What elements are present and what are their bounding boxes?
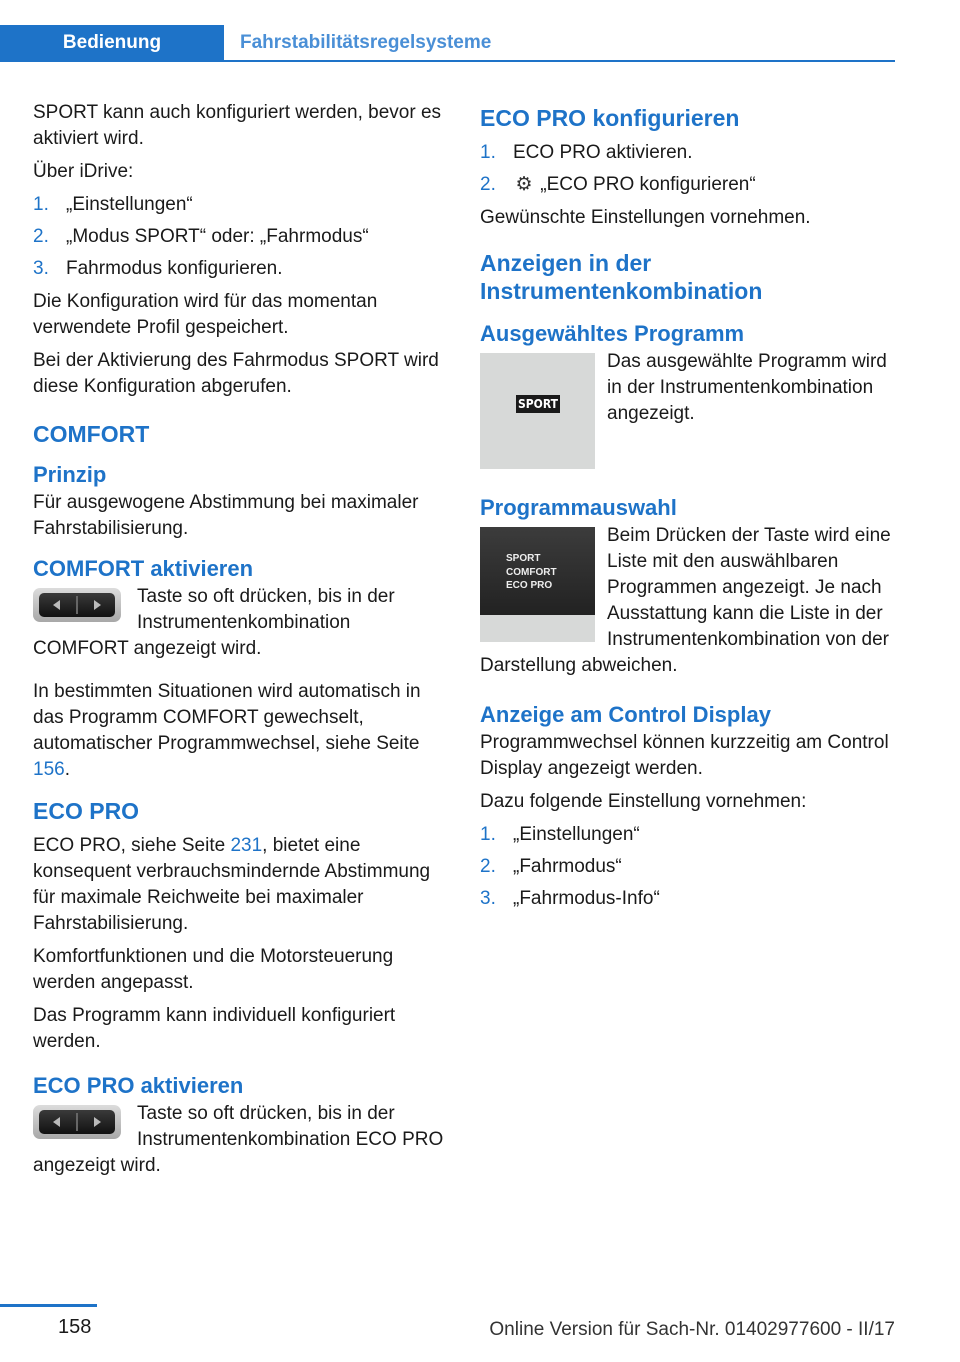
paragraph-comfort-aktivieren: Taste so oft drücken, bis in der Instrumentenkombination COMFORT angezeigt wird. <box>33 586 395 659</box>
program-line-comfort: COMFORT <box>506 567 557 578</box>
paragraph-aktivierung: Bei der Aktivierung des Fahrmodus SPORT wird diese Konfiguration abgerufen. <box>33 350 439 397</box>
ausgewaehlt-block <box>480 349 895 477</box>
program-line-sport: SPORT <box>506 553 541 564</box>
arrow-left-icon <box>53 1117 60 1127</box>
list-item: 1. ECO PRO aktivieren. <box>480 142 693 163</box>
eco-aktivieren-block <box>33 1101 445 1186</box>
paragraph-sport-konfig: SPORT kann auch konfiguriert werden, bevor es aktiviert wird. <box>33 102 442 149</box>
gear-icon: ⚙ <box>515 174 533 195</box>
idrive-steps-list <box>33 192 445 282</box>
paragraph-profil: Die Konfiguration wird für das momentan verwendete Profil gespeichert. <box>33 291 378 338</box>
left-column <box>33 100 445 1186</box>
page-link-231[interactable]: 231 <box>230 835 263 856</box>
heading-ausgewaehltes-programm: Ausgewähltes Programm <box>480 321 745 346</box>
list-item: 3. Fahrmodus konfigurieren. <box>33 258 283 279</box>
program-list-display-image <box>480 527 595 642</box>
list-item: 3. „Fahrmodus-Info“ <box>480 888 660 909</box>
drive-mode-button-image <box>33 588 121 622</box>
paragraph-auto-wechsel: In bestimmten Situationen wird automatisch in das Programm COMFORT gewechselt, automatischer Programmwechsel, siehe Seite 156. <box>33 681 421 780</box>
paragraph-eco-pro: ECO PRO, siehe Seite 231, bietet eine konsequent verbrauchsmindernde Abstimmung für maximale Reichweite bei maximaler Fahrstabilisierung. <box>33 835 431 934</box>
eco-konfig-steps-list <box>480 140 895 198</box>
heading-anzeigen: Anzeigen in der Instrumentenkombination <box>480 250 763 304</box>
arrow-left-icon <box>53 600 60 610</box>
heading-comfort-aktivieren: COMFORT aktivieren <box>33 556 254 581</box>
paragraph-individuell: Das Programm kann individuell konfiguriert werden. <box>33 1005 396 1052</box>
heading-eco-pro-konfigurieren: ECO PRO konfigurieren <box>480 105 740 131</box>
paragraph-control-display: Programmwechsel können kurzzeitig am Control Display angezeigt werden. <box>480 732 889 779</box>
arrow-right-icon <box>94 1117 101 1127</box>
paragraph-dazu: Dazu folgende Einstellung vornehmen: <box>480 791 807 812</box>
drive-mode-button-image <box>33 1105 121 1139</box>
paragraph-prinzip: Für ausgewogene Abstimmung bei maximaler Fahrstabilisierung. <box>33 492 419 539</box>
heading-eco-pro: ECO PRO <box>33 798 140 824</box>
list-item: 2. ⚙ „ECO PRO konfigurieren“ <box>480 172 895 198</box>
sport-display-image <box>480 353 595 469</box>
paragraph-eco-aktivieren: Taste so oft drücken, bis in der Instrumentenkombination ECO PRO angezeigt wird. <box>33 1103 444 1176</box>
paragraph-ausgewaehlt: Das ausgewählte Programm wird in der Instrumentenkombination angezeigt. <box>607 351 887 424</box>
program-line-ecopro: ECO PRO <box>506 580 553 591</box>
comfort-aktivieren-block <box>33 584 445 669</box>
list-item: 1. „Einstellungen“ <box>33 194 193 215</box>
page-number: 158 <box>58 1316 92 1338</box>
list-item: 1. „Einstellungen“ <box>480 824 640 845</box>
list-item: 2. „Fahrmodus“ <box>480 856 622 877</box>
arrow-right-icon <box>94 600 101 610</box>
heading-eco-pro-aktivieren: ECO PRO aktivieren <box>33 1073 244 1098</box>
paragraph-idrive: Über iDrive: <box>33 161 134 182</box>
page-link-156[interactable]: 156 <box>33 759 65 780</box>
heading-prinzip: Prinzip <box>33 462 107 487</box>
footer-divider <box>0 1304 97 1307</box>
right-column <box>480 100 895 919</box>
heading-comfort: COMFORT <box>33 421 150 447</box>
page-header <box>0 0 960 62</box>
list-item: 2. „Modus SPORT“ oder: „Fahrmodus“ <box>33 226 369 247</box>
control-steps-list <box>480 822 895 912</box>
tab-bedienung[interactable]: Bedienung <box>0 25 224 61</box>
heading-control-display: Anzeige am Control Display <box>480 702 771 727</box>
sport-badge: SPORT <box>517 397 558 411</box>
header-divider <box>0 60 895 62</box>
online-version-text: Online Version für Sach-Nr. 01402977600 - II/17 <box>489 1319 895 1340</box>
paragraph-programmauswahl: Beim Drücken der Taste wird eine Liste mit den auswählbaren Programmen angezeigt. Je nach Ausstattung kann die Liste in der Instrumentenkombination von der Darstellung abweichen. <box>480 525 891 676</box>
tab-fahrstabilitaet[interactable]: Fahrstabilitätsregelsysteme <box>240 32 492 53</box>
paragraph-komfort: Komfortfunktionen und die Motorsteuerung werden angepasst. <box>33 946 394 993</box>
programmauswahl-block <box>480 523 895 686</box>
paragraph-gewuenschte: Gewünschte Einstellungen vornehmen. <box>480 207 811 228</box>
heading-programmauswahl: Programmauswahl <box>480 495 677 520</box>
